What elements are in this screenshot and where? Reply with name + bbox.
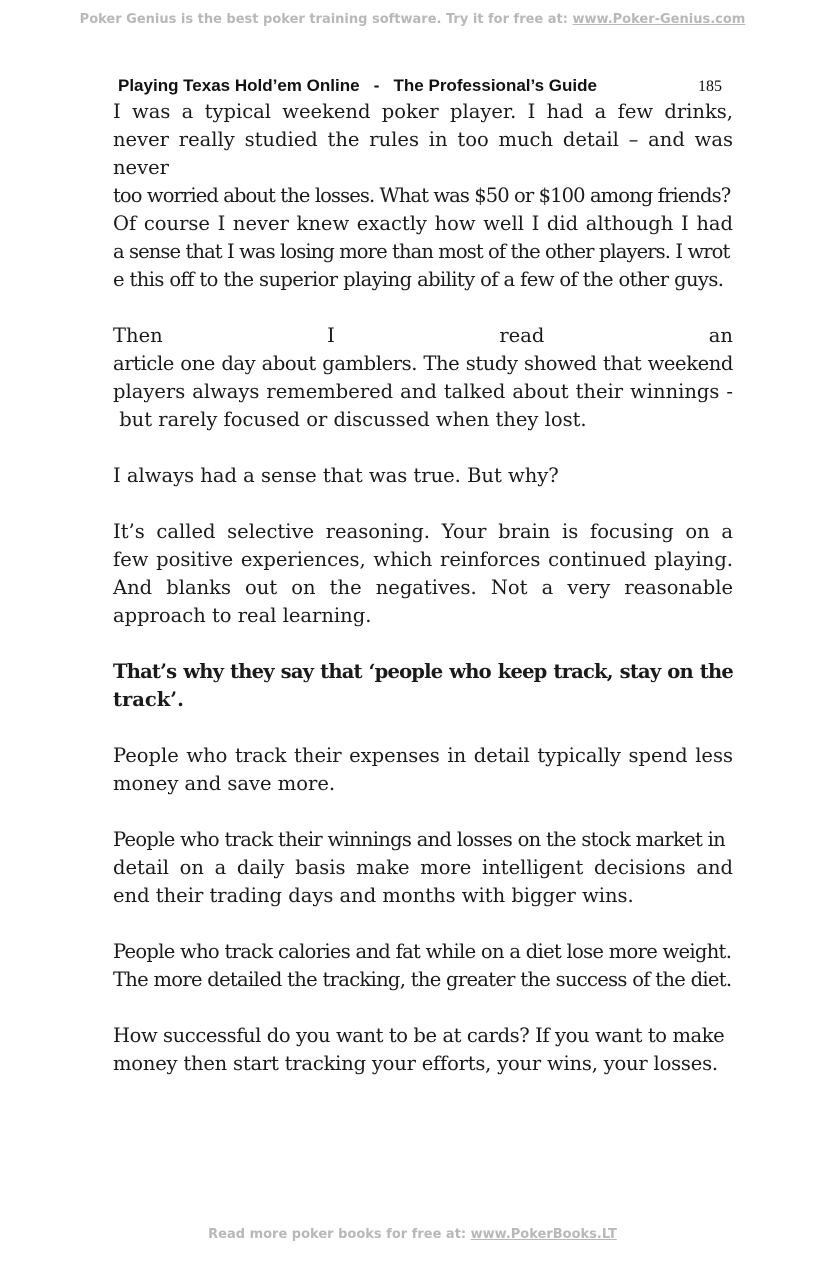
page-number: 185 xyxy=(698,78,722,95)
text-line: Of course I never knew exactly how well I did although I had xyxy=(113,212,733,235)
text-line: money and save more. xyxy=(113,772,336,795)
text-line: People who track calories and fat while on a diet lose more weight. xyxy=(113,940,732,963)
text-line: track’. xyxy=(113,688,184,711)
text-line: detail on a daily basis make more intelligent decisions and xyxy=(113,856,733,879)
text-line: And blanks out on the negatives. Not a very reasonable xyxy=(113,576,733,599)
paragraph-3 xyxy=(113,462,733,490)
bottom-promo-banner xyxy=(0,1227,825,1242)
text-line: end their trading days and months with bigger wins. xyxy=(113,884,634,907)
text-line: Then I read an xyxy=(113,324,733,347)
text-line: People who track their expenses in detail typically spend less xyxy=(113,744,733,767)
text-line: a sense that I was losing more than most of the other players. I wrot xyxy=(113,240,730,263)
paragraph-6 xyxy=(113,742,733,798)
text-line: few positive experiences, which reinforces continued playing. xyxy=(113,548,733,571)
text-line: People who track their winnings and losses on the stock market in xyxy=(113,828,725,851)
text-line: approach to real learning. xyxy=(113,604,372,627)
paragraph-5-bold-quote xyxy=(113,658,733,714)
pokerbooks-link[interactable]: www.PokerBooks.LT xyxy=(470,1227,617,1242)
bottom-banner-text: Read more poker books for free at: xyxy=(208,1227,471,1242)
text-line: That’s why they say that ‘people who keep track, stay on the xyxy=(113,660,733,683)
text-line: I always had a sense that was true. But why? xyxy=(113,464,559,487)
paragraph-2 xyxy=(113,322,733,434)
text-line: It’s called selective reasoning. Your brain is focusing on a xyxy=(113,520,733,543)
running-header-title: Playing Texas Hold’em Online - The Professional’s Guide xyxy=(118,76,597,95)
top-banner-text: Poker Genius is the best poker training software. Try it for free at: xyxy=(79,12,573,27)
text-line: How successful do you want to be at cards? If you want to make xyxy=(113,1024,725,1047)
text-line: never xyxy=(113,156,169,179)
text-line: never really studied the rules in too much detail – and was xyxy=(113,128,733,151)
paragraph-8 xyxy=(113,938,733,994)
paragraph-9 xyxy=(113,1022,733,1078)
text-line: The more detailed the tracking, the greater the success of the diet. xyxy=(113,968,732,991)
text-line: but rarely focused or discussed when they lost. xyxy=(113,408,587,431)
paragraph-1 xyxy=(113,98,733,294)
text-line: article one day about gamblers. The study showed that weekend xyxy=(113,352,733,375)
paragraph-7 xyxy=(113,826,733,910)
text-line: players always remembered and talked about their winnings - xyxy=(113,380,733,403)
text-line: I was a typical weekend poker player. I had a few drinks, xyxy=(113,100,733,123)
text-line: too worried about the losses. What was $50 or $100 among friends? xyxy=(113,184,731,207)
top-promo-banner xyxy=(0,12,825,27)
text-line: e this off to the superior playing ability of a few of the other guys. xyxy=(113,268,724,291)
text-line: money then start tracking your efforts, your wins, your losses. xyxy=(113,1052,718,1075)
poker-genius-link[interactable]: www.Poker-Genius.com xyxy=(572,12,746,27)
paragraph-4 xyxy=(113,518,733,630)
